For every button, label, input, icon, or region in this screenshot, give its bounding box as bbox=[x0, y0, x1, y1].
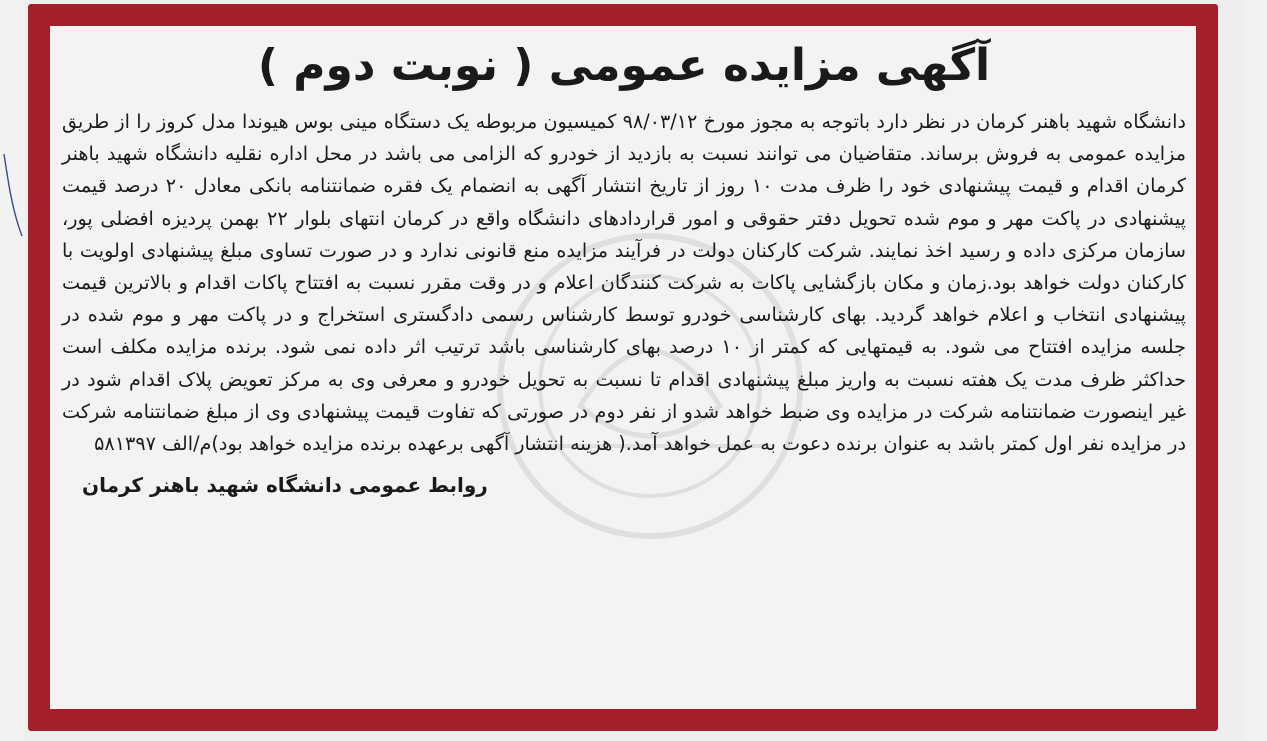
paper-edge-left bbox=[0, 0, 24, 741]
paper-edge-right bbox=[1245, 0, 1267, 741]
notice-frame bbox=[28, 4, 1218, 731]
notice-body: دانشگاه شهید باهنر کرمان در نظر دارد باتوجه به مجوز مورخ ۹۸/۰۳/۱۲ کمیسیون مربوطه یک دستگاه مینی بوس هیوندا مدل کروز را از طریق مزایده عمومی به فروش برساند. متقاضیان می توانند نسبت به بازدید از خودرو که الزامی می باشد در محل اداره نقلیه دانشگاه شهید باهنر کرمان اقدام و قیمت پیشنهادی خود را ظرف مدت ۱۰ روز از تاریخ انتشار آگهی به انضمام یک فقره ضمانتنامه بانکی معادل ۲۰ درصد قیمت پیشنهادی در پاکت مهر و موم شده تحویل دفتر حقوقی و امور قراردادهای دانشگاه واقع در کرمان انتهای بلوار ۲۲ بهمن پردیزه افضلی پور، سازمان مرکزی داده و رسید اخذ نمایند. شرکت کارکنان دولت در فرآیند مزایده منع قانونی ندارد و در صورت تساوی مبلغ پیشنهادی اولویت با کارکنان دولت خواهد بود.زمان و مکان بازگشایی پاکات به شرکت کنندگان اعلام و در وقت مقرر نسبت به افتتاح پاکات اقدام و بالاترین قیمت پیشنهادی انتخاب و اعلام خواهد گردید. بهای کارشناسی خودرو توسط کارشناس رسمی دادگستری استخراج و در پاکت مهر و موم شده در جلسه مزایده افتتاح می شود. به قیمتهایی که کمتر از ۱۰ درصد بهای کارشناسی باشد ترتیب اثر داده نمی شود. برنده مزایده مکلف است حداکثر ظرف مدت یک هفته نسبت به واریز مبلغ پیشنهادی اقدام تا نسبت به تحویل خودرو و معرفی وی به مرکز تعویض پلاک اقدام شود در غیر اینصورت ضمانتنامه شرکت در مزایده وی ضبط خواهد شدو از نفر دوم در صورتی که تفاوت قیمت پیشنهادی وی از مبلغ ضمانتنامه شرکت در مزایده نفر اول کمتر باشد به عنوان برنده دعوت به عمل خواهد آمد.( هزینه انتشار آگهی برعهده برنده مزایده خواهد بود)م/الف ۵۸۱۳۹۷ bbox=[62, 110, 1186, 456]
notice-content bbox=[50, 26, 1196, 709]
notice-signature: روابط عمومی دانشگاه شهید باهنر کرمان bbox=[82, 473, 488, 498]
notice-title: آگهی مزایده عمومی ( نوبت دوم ) bbox=[257, 40, 991, 91]
